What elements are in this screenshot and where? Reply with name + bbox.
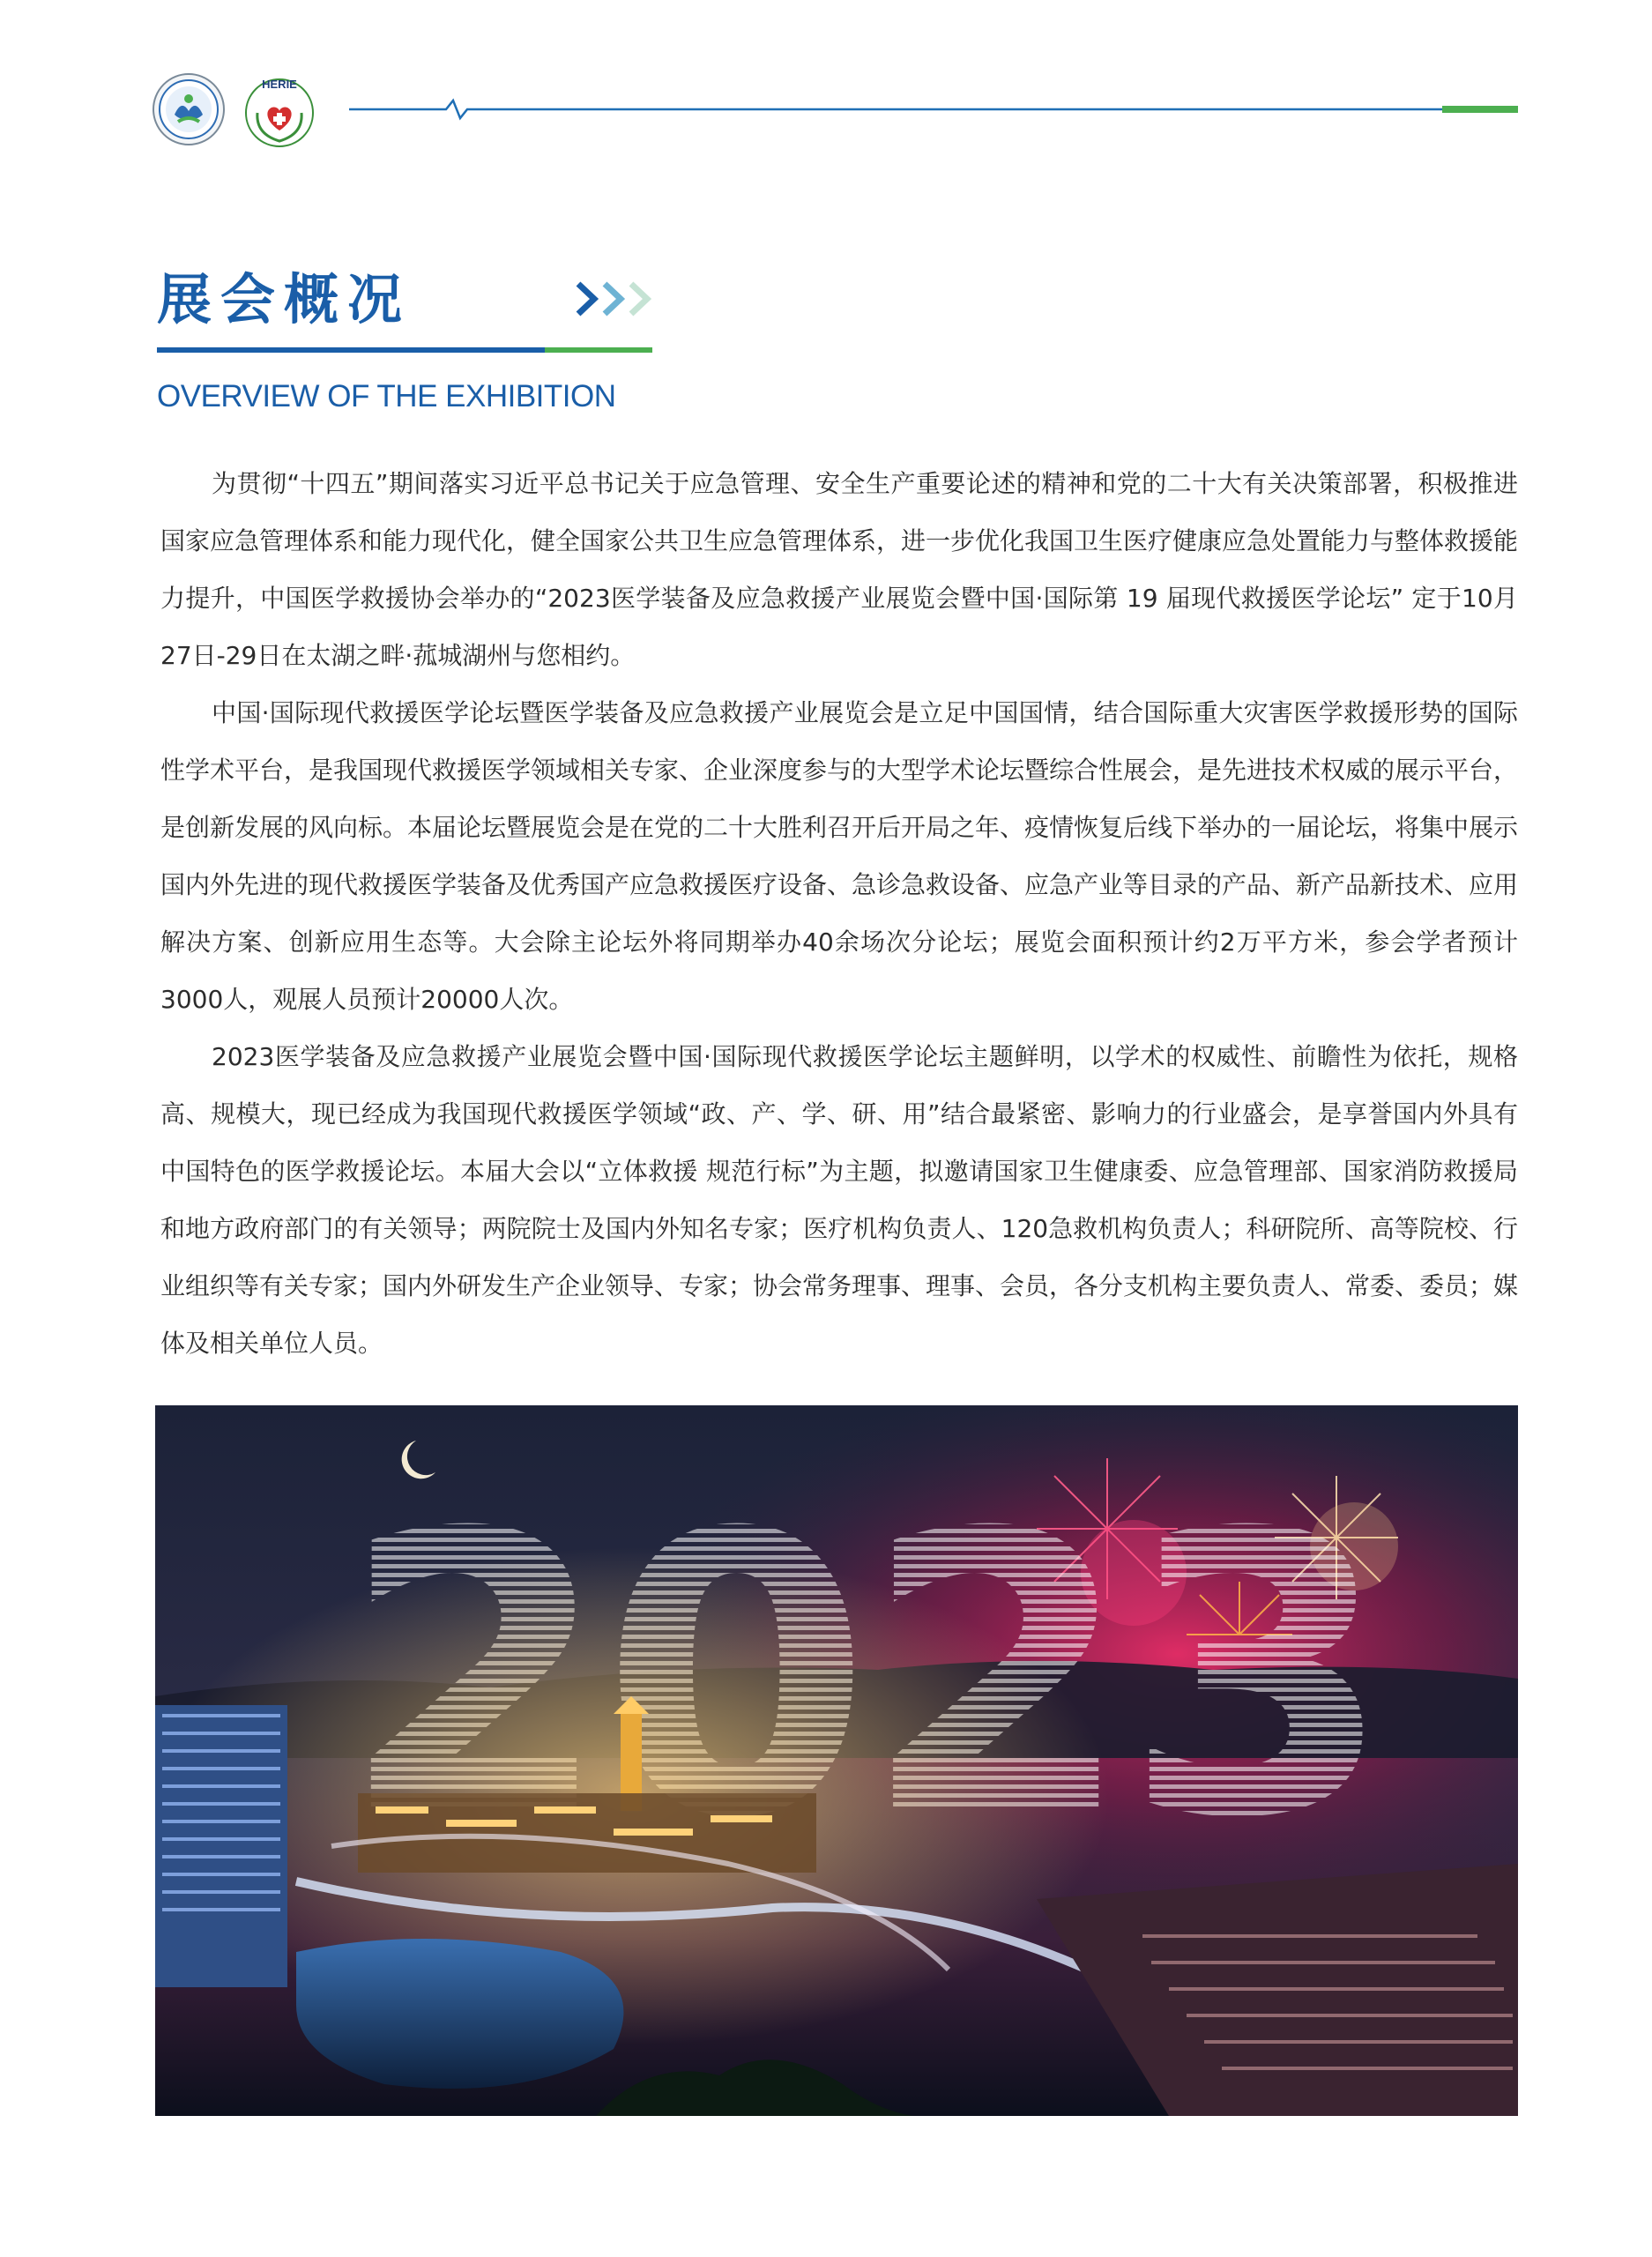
- title-underline: [157, 347, 652, 353]
- night-fireworks-photo: [155, 1405, 1518, 2116]
- paragraph-2: 中国·国际现代救援医学论坛暨医学装备及应急救援产业展览会是立足中国国情，结合国际重大灾害医学救援形势的国际性学术平台，是我国现代救援医学领域相关专家、企业深度参与的大型学术论坛暨综合性展会，是先进技术权威的展示平台，是创新发展的风向标。本届论坛暨展览会是在党的二十大胜利召开后开局之年、疫情恢复后线下举办的一届论坛，将集中展示国内外先进的现代救援医学装备及优秀国产应急救援医疗设备、急诊急救设备、应急产业等目录的产品、新产品新技术、应用解决方案、创新应用生态等。大会除主论坛外将同期举办40余场次分论坛；展览会面积预计约2万平方米，参会学者预计3000人，观展人员预计20000人次。: [160, 698, 1519, 1014]
- chevrons-icon: [573, 275, 658, 323]
- paragraph-3: 2023医学装备及应急救援产业展览会暨中国·国际现代救援医学论坛主题鲜明，以学术的权威性、前瞻性为依托，规格高、规模大，现已经成为我国现代救援医学领域“政、产、学、研、用”结合最紧密、影响力的行业盛会，是享誉国内外具有中国特色的医学救援论坛。本届大会以“立体救援 规范行标”为主题，拟邀请国家卫生健康委、应急管理部、国家消防救援局和地方政府部门的有关领导；两院院士及国内外知名专家；医疗机构负责人、120急救机构负责人；科研院所、高等院校、行业组织等有关专家；国内外研发生产企业领导、专家；协会常务理事、理事、会员，各分支机构主要负责人、常委、委员；媒体及相关单位人员。: [160, 1042, 1519, 1358]
- svg-text:HERIE: HERIE: [262, 78, 297, 91]
- association-logo: [152, 72, 226, 146]
- section-subtitle: OVERVIEW OF THE EXHIBITION: [157, 379, 616, 413]
- herie-logo: [240, 72, 319, 148]
- body-text: [160, 455, 1518, 1372]
- header-divider: [349, 88, 1518, 123]
- section-title: 展会概况: [157, 267, 412, 331]
- paragraph-1: 为贯彻“十四五”期间落实习近平总书记关于应急管理、安全生产重要论述的精神和党的二十大有关决策部署，积极推进国家应急管理体系和能力现代化，健全国家公共卫生应急管理体系，进一步优化我国卫生医疗健康应急处置能力与整体救援能力提升，中国医学救援协会举办的“2023医学装备及应急救援产业展览会暨中国·国际第 19 届现代救援医学论坛” 定于10月27日-29日在太湖之畔·菰城湖州与您相约。: [160, 469, 1519, 670]
